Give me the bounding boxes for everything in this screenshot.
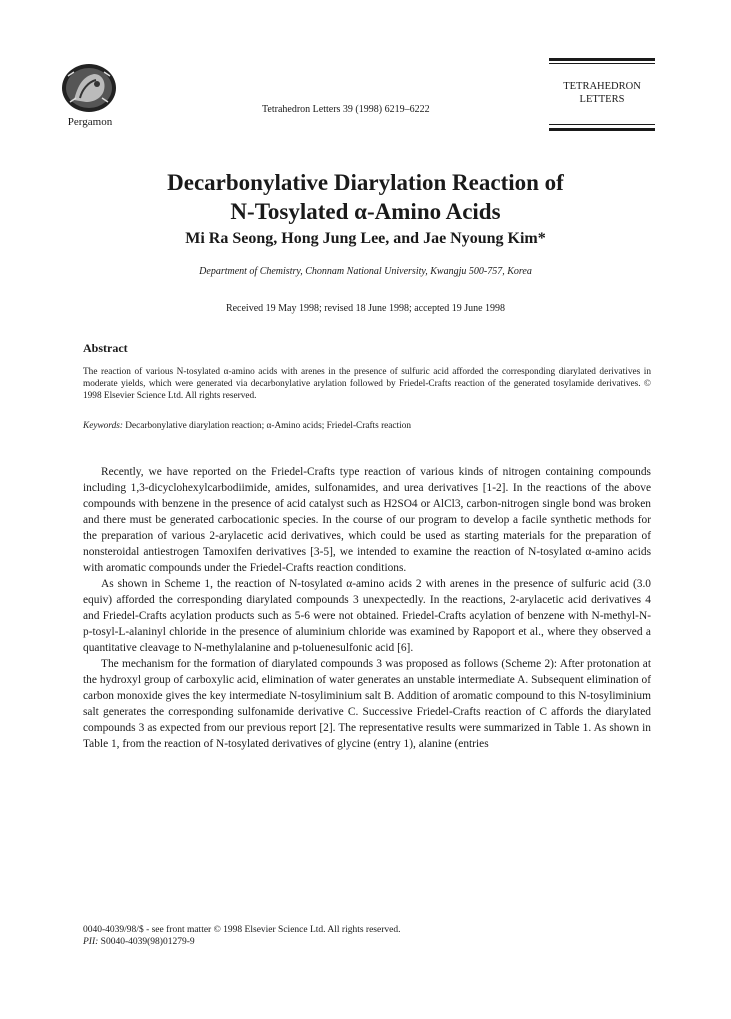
- journal-header: [0, 0, 731, 140]
- journal-citation: Tetrahedron Letters 39 (1998) 6219–6222: [262, 104, 430, 115]
- rule-bottom-thick: [549, 128, 655, 131]
- keywords-list: Decarbonylative diarylation reaction; α-Amino acids; Friedel-Crafts reaction: [125, 421, 412, 431]
- pii-label: PII:: [83, 937, 99, 947]
- abstract-text: The reaction of various N-tosylated α-amino acids with arenes in the presence of sulfuric acid afforded the corresponding diarylated derivatives in moderate yields, which were generated via decarbonylative arylation followed by Friedel-Crafts reaction of the generated tosylamide derivatives. © 1998 Elsevier Science Ltd. All rights reserved.: [83, 367, 651, 401]
- title-line-1: Decarbonylative Diarylation Reaction of: [167, 170, 564, 195]
- journal-title-block: [549, 58, 655, 134]
- abstract-heading: Abstract: [83, 341, 128, 355]
- publisher-name: Pergamon: [67, 116, 113, 128]
- pii-value: S0040-4039(98)01279-9: [100, 937, 195, 947]
- keywords-label: Keywords:: [83, 421, 123, 431]
- journal-name: [549, 80, 655, 106]
- author-list: Mi Ra Seong, Hong Jung Lee, and Jae Nyoung Kim*: [185, 230, 546, 247]
- paper-title: [40, 168, 691, 226]
- rule-top-thin: [549, 63, 655, 64]
- body-text: [83, 464, 651, 752]
- copyright-line: 0040-4039/98/$ - see front matter © 1998 Elsevier Science Ltd. All rights reserved.: [83, 925, 401, 935]
- body-paragraph-2: As shown in Scheme 1, the reaction of N-tosylated α-amino acids 2 with arenes in the presence of sulfuric acid (3.0 equiv) afforded the corresponding diarylated compounds 3 unexpectedly. In the reactions, 2-arylacetic acid derivatives 4 and Friedel-Crafts acylation products such as 5-6 were not obtained. Friedel-Crafts acylation of benzene with N-methyl-N-p-tosyl-L-alaninyl chloride in the presence of aluminium chloride was examined by Rapoport et al., where they observed a quantitative cleavage to N-methylalanine and p-toluenesulfonic acid [6].: [83, 578, 651, 654]
- journal-name-line2: LETTERS: [579, 94, 625, 105]
- pii-line: [83, 936, 651, 948]
- keywords: [83, 421, 651, 431]
- footer-notice: [83, 924, 651, 948]
- rule-bottom-thin: [549, 124, 655, 125]
- affiliation: Department of Chemistry, Chonnam National University, Kwangju 500-757, Korea: [199, 266, 532, 277]
- submission-dates: Received 19 May 1998; revised 18 June 1998; accepted 19 June 1998: [225, 303, 506, 314]
- elsevier-tree-logo-icon: [60, 62, 118, 114]
- journal-name-line1: TETRAHEDRON: [563, 81, 641, 92]
- rule-top-thick: [549, 58, 655, 61]
- title-line-2: N-Tosylated α-Amino Acids: [230, 199, 501, 224]
- body-paragraph-3: The mechanism for the formation of diarylated compounds 3 was proposed as follows (Scheme 2): After protonation at the hydroxyl group of carboxylic acid, elimination of water generates an unstable intermediate A. Subsequent elimination of carbon monoxide gives the key intermediate N-tosyliminium salt B. Addition of aromatic compound to this N-tosyliminium salt generates the corresponding sulfonamide derivative C. Successive Friedel-Crafts reaction of C affords the diarylated compounds 3 as expected from our previous report [2]. The representative results were summarized in Table 1. As shown in Table 1, from the reaction of N-tosylated derivatives of glycine (entry 1), alanine (entries: [83, 658, 651, 750]
- body-paragraph-1: Recently, we have reported on the Friedel-Crafts type reaction of various kinds of nitrogen containing compounds including 1,3-dicyclohexylcarbodiimide, amides, sulfonamides, and urea derivatives [1-2]. In the reactions of the above compounds with benzene in the presence of acid catalyst such as H2SO4 or AlCl3, carbon-nitrogen single bond was broken and there must be generated carbocationic species. In the course of our program to develop a facile synthetic methods for the preparation of various 2-arylacetic acid derivatives, which could be used as starting materials for the preparation of nonsteroidal antiestrogen Tamoxifen derivatives [3-5], we intended to examine the reaction of N-tosylated α-amino acids with aromatic compounds under the Friedel-Crafts reaction conditions.: [83, 466, 651, 574]
